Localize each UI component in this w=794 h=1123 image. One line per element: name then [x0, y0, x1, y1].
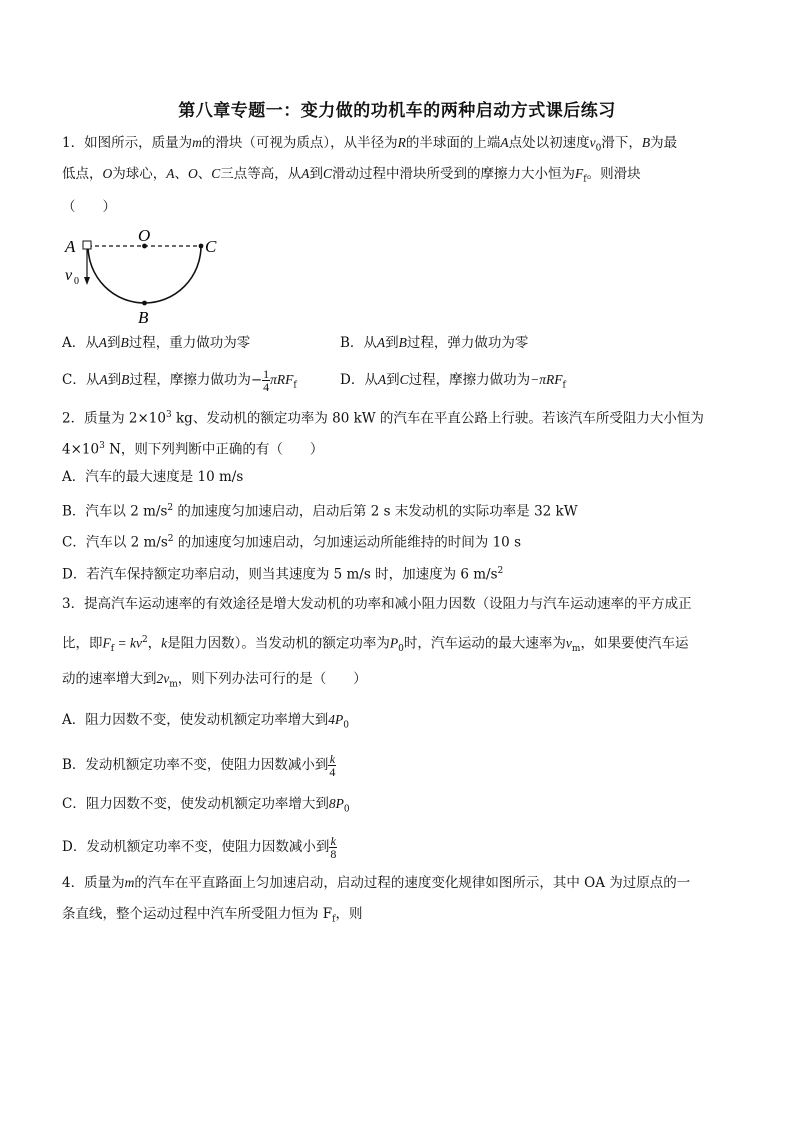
q3-text: 动的速率增大到	[62, 671, 157, 687]
q1-text: 为球心，	[112, 166, 167, 182]
point-C	[199, 244, 204, 249]
option-var: A	[376, 335, 386, 350]
option-text: 过程，摩擦力做功为	[129, 372, 251, 388]
q3-var: 2v	[156, 671, 170, 686]
q1-var-A: A	[301, 166, 310, 181]
fraction-one-quarter	[262, 368, 270, 393]
q1-text: 的半球面的上端	[405, 135, 501, 151]
label-v: v	[65, 267, 73, 284]
label-A: A	[65, 237, 76, 256]
q1-stem-line1	[62, 134, 742, 158]
q3-expr: = kv	[114, 635, 142, 651]
q1-text: 低点，	[62, 166, 103, 182]
q1-text: 滑下，	[601, 135, 642, 151]
q3-stem-line1: 3．提高汽车运动速率的有效途径是增大发动机的功率和减小阻力因数（设阻力与汽车运动速率的平方成正	[62, 596, 692, 612]
q2-sup: 3	[99, 441, 105, 451]
option-text: 到	[385, 335, 399, 351]
q1-option-A[interactable]	[62, 335, 250, 351]
option-text: A．阻力因数不变，使发动机额定功率增大到	[62, 712, 329, 728]
q1-hemisphere-diagram	[62, 222, 232, 332]
q3-var: v	[565, 635, 572, 651]
q1-var-v0: v	[589, 135, 596, 150]
q1-text: 、	[197, 166, 212, 182]
q1-option-C[interactable]	[62, 367, 297, 394]
option-text: B．从	[340, 335, 377, 351]
option-text: A．从	[62, 335, 99, 351]
q2-option-A[interactable]: A．汽车的最大速度是 10 m/s	[62, 469, 244, 485]
q1-text: 的滑块（可视为质点），从半径为	[201, 135, 398, 151]
option-var: A	[377, 372, 387, 387]
option-sub: f	[293, 380, 297, 391]
q1-stem-line2	[62, 165, 742, 189]
q1-text: 到	[309, 166, 324, 182]
option-var: B	[121, 372, 130, 387]
q4-text: 4．质量为	[62, 875, 125, 891]
q3-stem-line3	[62, 670, 742, 694]
option-text: C．阻力因数不变，使发动机额定功率增大到	[62, 796, 329, 812]
q4-text: ，则	[335, 906, 363, 922]
option-text: 到	[107, 372, 122, 388]
option-sup: 2	[167, 534, 174, 544]
q1-option-D[interactable]	[340, 368, 566, 398]
label-v-sub: 0	[74, 276, 79, 287]
q3-option-A[interactable]	[62, 711, 742, 735]
q1-var-O: O	[102, 166, 113, 181]
q1-var-m: m	[192, 135, 202, 150]
label-O: O	[138, 226, 151, 245]
q3-text: ，	[147, 635, 162, 652]
fraction-numerator: 1	[263, 367, 270, 381]
q3-option-D[interactable]	[62, 830, 742, 864]
q2-stem-line1	[62, 406, 742, 428]
q1-text: 为最	[650, 135, 678, 151]
option-text: 过程，摩擦力做功为	[408, 372, 531, 388]
q1-hemisphere-figure	[62, 222, 232, 332]
q1-option-B[interactable]	[340, 334, 528, 352]
q1-text: 。则滑块	[586, 166, 641, 182]
point-B	[142, 301, 147, 306]
q1-var-v0-sub: 0	[595, 143, 602, 154]
option-text: 过程，弹力做功为零	[406, 335, 529, 351]
q3-stem-line2	[62, 631, 742, 658]
q2-stem-line2	[62, 437, 742, 459]
q3-var: P	[389, 635, 399, 651]
q1-options-row1	[62, 334, 742, 352]
q3-var: k	[161, 635, 168, 651]
option-expr: −πRF	[530, 372, 563, 387]
option-text: 到	[107, 335, 121, 351]
q3-sub: m	[571, 644, 581, 655]
q4-text: 的汽车在平直路面上匀加速启动，启动过程的速度变化规律如图所示，其中 OA 为过原点的一	[134, 875, 691, 891]
q2-text: N，则下列判断中正确的有（ ）	[104, 441, 324, 458]
q4-stem-line2	[62, 905, 742, 929]
q3-var: F	[102, 635, 111, 651]
fraction-k-over-8	[329, 835, 337, 860]
option-sub: 0	[343, 720, 349, 731]
q3-text: ，则下列办法可行的是（ ）	[177, 671, 367, 687]
q3-sub: 0	[398, 644, 404, 655]
option-expr: πRF	[270, 372, 294, 387]
option-text: D．发动机额定功率不变，使阻力因数减小到	[62, 839, 330, 855]
q3-text: 时，汽车运动的最大速率为	[403, 635, 566, 652]
option-text: B．汽车以 2 m/s	[62, 503, 168, 520]
slider-block	[83, 241, 91, 249]
option-var: A	[98, 335, 107, 350]
option-text: C．汽车以 2 m/s	[62, 534, 168, 551]
q2-sup: 3	[165, 410, 172, 420]
fraction-k-over-4	[328, 753, 336, 778]
option-sup: 2	[497, 566, 504, 576]
option-sup: 2	[167, 503, 174, 513]
q4-sub: f	[332, 914, 336, 925]
page-title: 第八章专题一：变力做的功机车的两种启动方式课后练习	[178, 101, 616, 121]
q3-text: 比，即	[62, 635, 103, 652]
q1-var-A: A	[166, 166, 175, 181]
q1-text: 1．如图所示，质量为	[62, 135, 193, 151]
q4-stem-line1	[62, 874, 742, 892]
q4-var: m	[124, 875, 135, 890]
option-text: 的加速度匀加速启动，启动后第 2 s 末发动机的实际功率是 32 kW	[173, 503, 578, 520]
option-text: D．从	[340, 372, 378, 388]
q2-option-B[interactable]	[62, 499, 742, 521]
option-text: 过程，重力做功为零	[128, 335, 251, 351]
option-text: 的加速度匀加速启动，匀加速运动所能维持的时间为 10 s	[173, 534, 521, 551]
option-var: C	[399, 372, 409, 387]
option-var: B	[398, 335, 407, 350]
option-sub: f	[562, 380, 566, 391]
q1-var-C: C	[211, 166, 221, 181]
q4-text: 条直线，整个运动过程中汽车所受阻力恒为 F	[62, 906, 333, 922]
q1-text: 、	[174, 166, 188, 182]
fraction-numerator: k	[330, 834, 336, 848]
q1-answer-bracket: （ ）	[62, 199, 116, 215]
option-text: C．从	[62, 372, 100, 388]
q1-var-Ff: F	[575, 166, 584, 181]
option-sign: −	[250, 372, 263, 388]
option-text: B．发动机额定功率不变，使阻力因数减小到	[62, 757, 329, 773]
q3-text: ，如果要使汽车运	[580, 635, 689, 652]
q1-text: 滑动过程中滑块所受到的摩擦力大小恒为	[332, 166, 576, 182]
q1-options-row2	[62, 368, 742, 392]
hemisphere-arc	[88, 246, 201, 303]
q1-text: 点处以初速度	[508, 135, 590, 151]
option-text: 到	[386, 372, 400, 388]
q1-var-A: A	[500, 135, 509, 150]
q1-var-O: O	[188, 166, 198, 181]
q3-option-B[interactable]	[62, 748, 742, 782]
option-expr: 4P	[328, 712, 344, 727]
q1-var-C: C	[323, 166, 333, 181]
q1-var-B: B	[641, 135, 651, 150]
q1-text: 三点等高，从	[220, 166, 302, 182]
option-var: A	[99, 372, 108, 387]
q3-sub: m	[169, 679, 178, 690]
q3-text: 是阻力因数）。当发动机的额定功率为	[167, 635, 390, 652]
option-var: B	[120, 335, 129, 350]
q3-sub: f	[110, 644, 115, 655]
fraction-denominator: 4	[329, 765, 336, 779]
label-B: B	[138, 308, 149, 327]
q1-var-R: R	[397, 135, 406, 150]
option-sub: 0	[343, 804, 350, 815]
option-expr: 8P	[328, 796, 344, 811]
q2-text: 2．质量为 2×10	[62, 410, 166, 427]
q2-text: kg、发动机的额定功率为 80 kW 的汽车在平直公路上行驶。若该汽车所受阻力大小恒为	[171, 410, 704, 427]
q2-option-D[interactable]	[62, 562, 742, 584]
q1-var-Ff-sub: f	[583, 174, 587, 185]
fraction-denominator: 4	[263, 380, 270, 394]
fraction-denominator: 8	[330, 847, 337, 861]
option-text: D．若汽车保持额定功率启动，则当其速度为 5 m/s 时，加速度为 6 m/s	[62, 566, 498, 583]
fraction-numerator: k	[329, 752, 336, 766]
q3-sup: 2	[141, 635, 148, 645]
q3-option-C[interactable]	[62, 795, 742, 819]
label-C: C	[205, 237, 217, 256]
q2-text: 4×10	[62, 441, 100, 458]
velocity-arrow-head	[84, 277, 90, 285]
q2-option-C[interactable]	[62, 530, 742, 552]
